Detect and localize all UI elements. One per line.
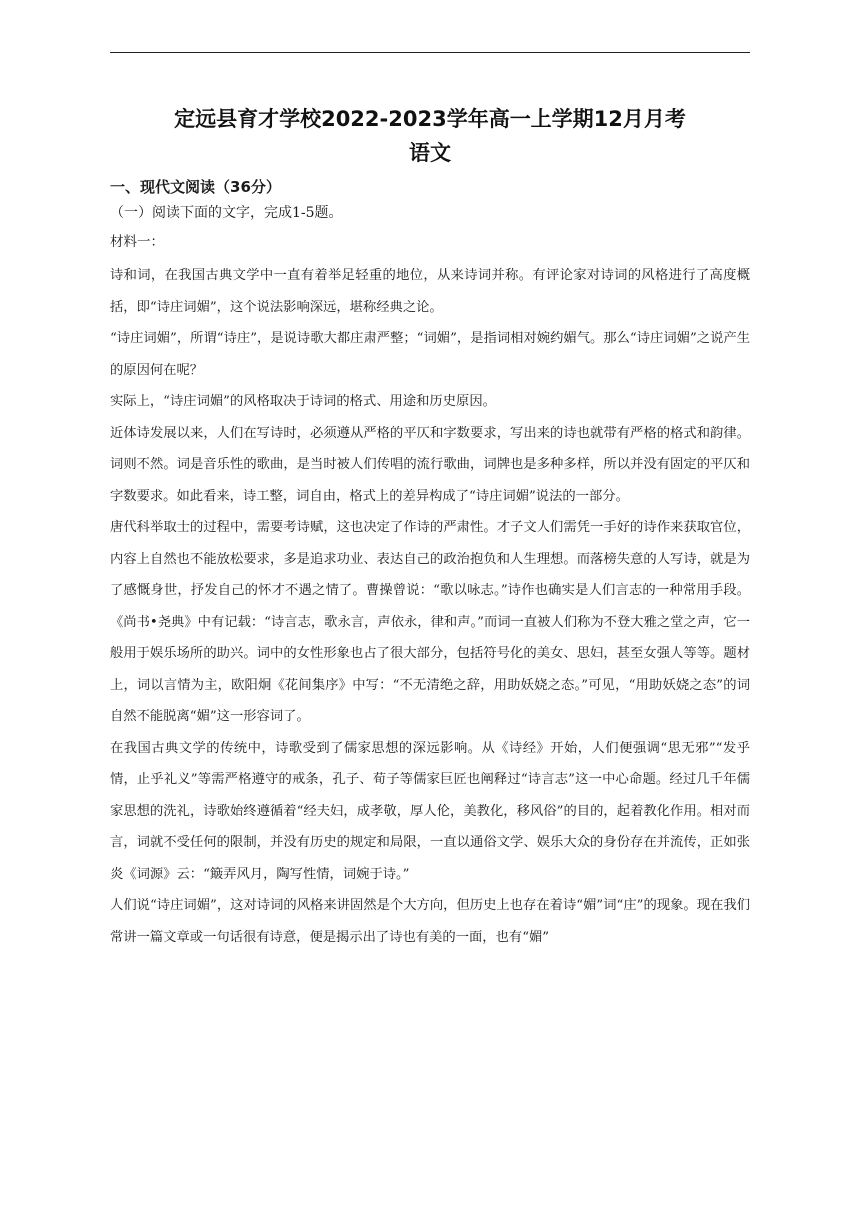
paragraph: “诗庄词媚”，所谓“诗庄”，是说诗歌大都庄肃严整；“词媚”，是指词相对婉约媚气。那么“诗庄词媚”之说产生的原因何在呢？ [110, 331, 750, 378]
exam-title [110, 102, 750, 170]
paragraph: 在我国古典文学的传统中，诗歌受到了儒家思想的深远影响。从《诗经》开始，人们便强调“思无邪”“发乎情，止乎礼义”等需严格遵守的戒条，孔子、荀子等儒家巨匠也阐释过“诗言志”这一中心命题。经过几千年儒家思想的洗礼，诗歌始终遵循着“经夫妇，成孝敬，厚人伦，美教化，移风俗”的目的，起着教化作用。相对而言，词就不受任何的限制，并没有历史的规定和局限，一直以通俗文学、娱乐大众的身份存在并流传，正如张炎《词源》云：“簸弄风月，陶写性情，词婉于诗。” [110, 740, 750, 882]
document-body [110, 174, 750, 953]
exam-title-line-2: 语文 [409, 141, 451, 165]
paragraph: 实际上，“诗庄词媚”的风格取决于诗词的格式、用途和历史原因。 [110, 394, 496, 409]
exam-title-line-1: 定远县育才学校2022-2023学年高一上学期12月月考 [174, 107, 686, 131]
paragraph: 诗和词，在我国古典文学中一直有着举足轻重的地位，从来诗词并称。有评论家对诗词的风格进行了高度概括，即“诗庄词媚”，这个说法影响深远，堪称经典之论。 [110, 268, 750, 315]
paragraph: 近体诗发展以来，人们在写诗时，必须遵从严格的平仄和字数要求，写出来的诗也就带有严格的格式和韵律。词则不然。词是音乐性的歌曲，是当时被人们传唱的流行歌曲，词牌也是多种多样，所以并没有固定的平仄和字数要求。如此看来，诗工整，词自由，格式上的差异构成了“诗庄词媚”说法的一部分。 [110, 425, 750, 504]
paragraph: 人们说“诗庄词媚”，这对诗词的风格来讲固然是个大方向，但历史上也存在着诗“媚”词“庄”的现象。现在我们常讲一篇文章或一句话很有诗意，便是揭示出了诗也有美的一面，也有“媚” [110, 898, 750, 945]
paragraph: 唐代科举取士的过程中，需要考诗赋，这也决定了作诗的严肃性。才子文人们需凭一手好的诗作来获取官位，内容上自然也不能放松要求，多是追求功业、表达自己的政治抱负和人生理想。而落榜失意的人写诗，就是为了感慨身世，抒发自己的怀才不遇之情了。曹操曾说：“歌以咏志。”诗作也确实是人们言志的一种常用手段。《尚书•尧典》中有记载：“诗言志，歌永言，声依永，律和声。”而词一直被人们称为不登大雅之堂之声，它一般用于娱乐场所的助兴。词中的女性形象也占了很大部分，包括符号化的美女、思妇，甚至女强人等等。题材上，词以言情为主，欧阳炯《花间集序》中写：“不无清绝之辞，用助妖娆之态。”可见，“用助妖娆之态”的词自然不能脱离“媚”这一形容词了。 [110, 520, 750, 724]
material-label: 材料一： [110, 234, 164, 250]
section-heading: 一、现代文阅读（36分） [110, 178, 281, 196]
reading-instructions: （一）阅读下面的文字，完成1-5题。 [110, 205, 343, 221]
header-rule [110, 52, 750, 53]
